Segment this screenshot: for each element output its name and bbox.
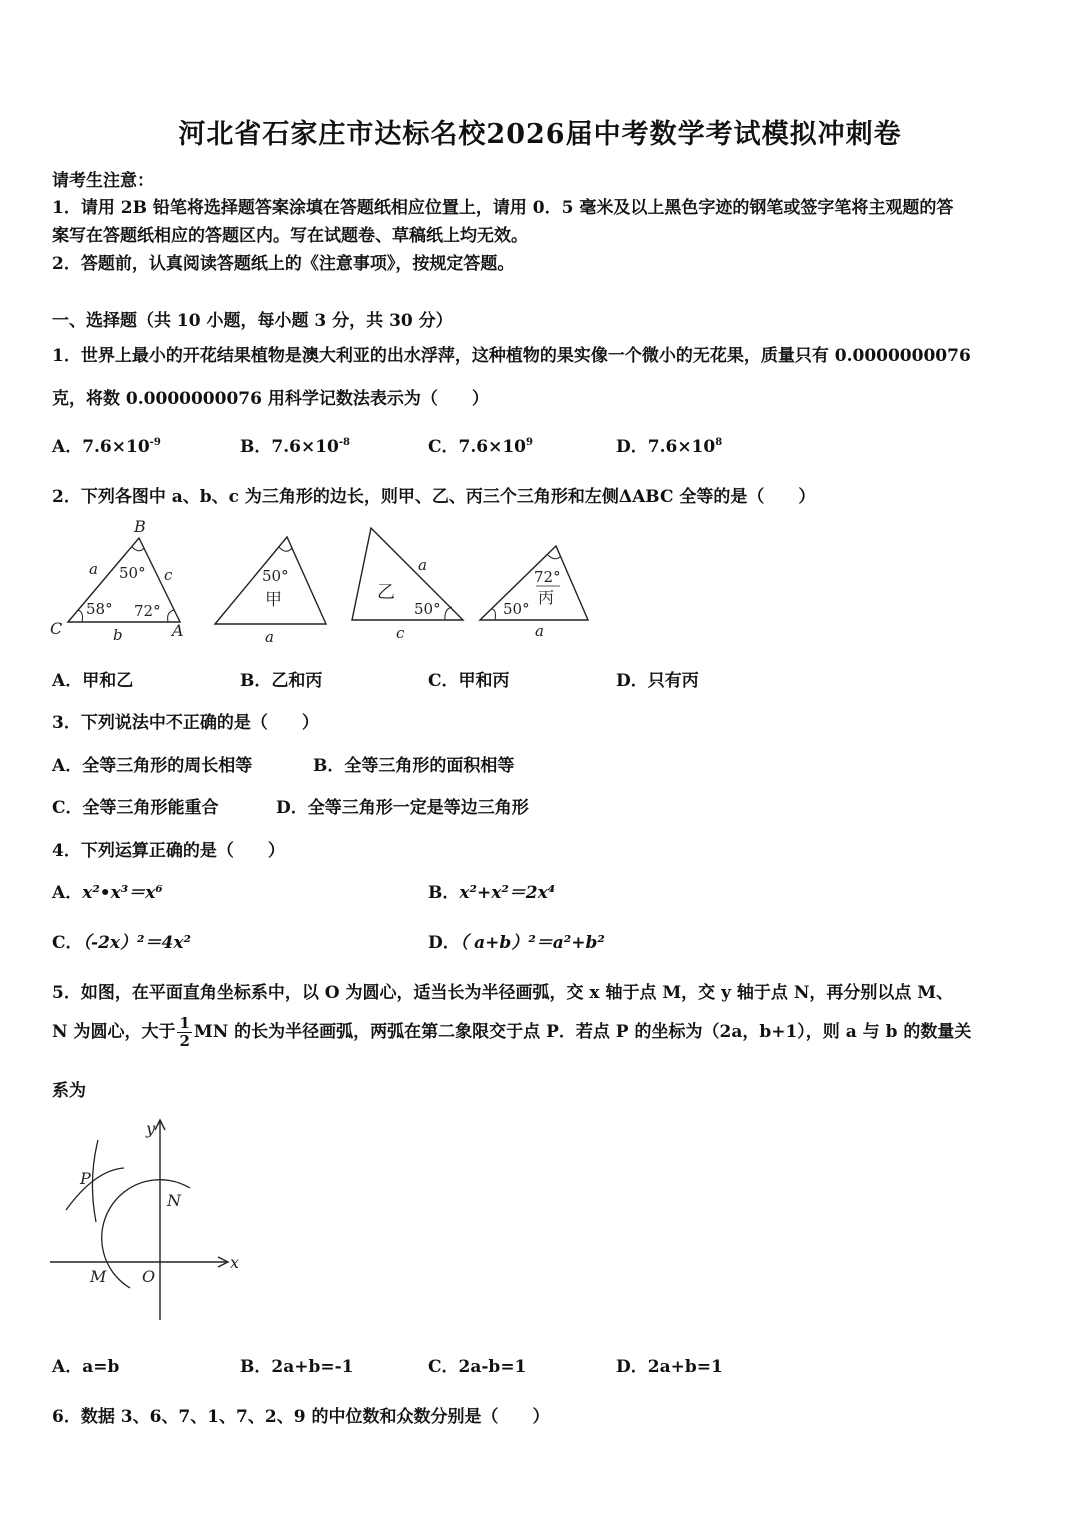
notice-heading: 请考生注意： <box>52 171 154 191</box>
yi-name: 乙 <box>377 582 395 603</box>
q1-option-a-label: A．7.6×10 <box>52 437 150 457</box>
q1-option-b-label: B．7.6×10 <box>240 437 339 457</box>
q3-stem: 3．下列说法中不正确的是（ ） <box>52 713 319 733</box>
q1-option-c-exp: 9 <box>526 437 533 448</box>
arc-from-m <box>66 1168 124 1210</box>
label-a: a <box>89 560 98 578</box>
angle-A-72: 72° <box>134 602 161 620</box>
triangle-yi <box>352 528 463 642</box>
q4-option-a-prefix: A． <box>52 883 83 903</box>
bing-side-a: a <box>535 622 544 640</box>
q1-option-c[interactable] <box>428 432 533 457</box>
label-N: N <box>167 1191 181 1210</box>
yi-side-c: c <box>396 624 405 642</box>
label-M: M <box>90 1267 107 1286</box>
q5-line-2a: N 为圆心，大于 <box>52 1022 176 1042</box>
notice-line-1b: 案写在答题纸相应的答题区内。写在试题卷、草稿纸上均无效。 <box>52 226 528 246</box>
notice-line-2: 2．答题前，认真阅读答题纸上的《注意事项》，按规定答题。 <box>52 254 515 274</box>
q4-option-a-math: x²•x³＝x⁶ <box>82 883 163 903</box>
q1-option-d[interactable] <box>616 432 722 457</box>
q5-line-2b: MN 的长为半径画弧，两弧在第二象限交于点 P．若点 P 的坐标为（2a，b+1），则 a 与 b 的数量关 <box>193 1022 972 1042</box>
q3-option-c[interactable]: C．全等三角形能重合 <box>52 798 219 818</box>
q1-line-2: 克，将数 0.0000000076 用科学记数法表示为（ ） <box>52 389 489 409</box>
q2-stem: 2．下列各图中 a、b、c 为三角形的边长，则甲、乙、丙三个三角形和左侧ΔABC 全等的是（ ） <box>52 487 816 507</box>
q5-coordinate-figure <box>40 1110 260 1325</box>
q5-option-d[interactable]: D．2a+b=1 <box>616 1357 723 1377</box>
q1-line-1: 1．世界上最小的开花结果植物是澳大利亚的出水浮萍，这种植物的果实像一个微小的无花果，质量只有 0.0000000076 <box>52 346 971 366</box>
q4-option-d-prefix: D． <box>428 933 460 953</box>
q4-option-c-prefix: C． <box>52 933 83 953</box>
q5-option-c[interactable]: C．2a-b=1 <box>428 1357 527 1377</box>
q5-line-2 <box>52 1015 971 1050</box>
label-y: y <box>146 1119 156 1138</box>
fraction-denominator: 2 <box>179 1032 190 1050</box>
fraction-numerator: 1 <box>179 1014 190 1032</box>
q2-option-a[interactable]: A．甲和乙 <box>52 671 134 691</box>
label-A: A <box>172 621 184 640</box>
q3-option-a[interactable]: A．全等三角形的周长相等 <box>52 756 253 776</box>
notice-line-1a: 1．请用 2B 铅笔将选择题答案涂填在答题纸相应位置上，请用 0．5 毫米及以上黑色字迹的钢笔或签字笔将主观题的答 <box>52 198 954 218</box>
q1-option-b-exp: -8 <box>338 437 350 448</box>
q2-option-b[interactable]: B．乙和丙 <box>240 671 323 691</box>
label-O: O <box>142 1267 156 1286</box>
q1-option-b[interactable] <box>240 432 350 457</box>
bing-name: 丙 <box>538 588 555 607</box>
fraction-one-half <box>177 1015 191 1050</box>
jia-side-a: a <box>265 628 274 646</box>
label-b: b <box>113 626 123 644</box>
q2-option-c[interactable]: C．甲和丙 <box>428 671 510 691</box>
jia-angle-50: 50° <box>262 567 289 585</box>
triangle-jia <box>215 537 326 646</box>
q1-option-d-label: D．7.6×10 <box>616 437 716 457</box>
label-C: C <box>50 619 63 638</box>
bing-angle-72: 72° <box>534 568 561 586</box>
q4-option-d[interactable] <box>428 928 605 953</box>
section-heading: 一、选择题（共 10 小题，每小题 3 分，共 30 分） <box>52 311 453 331</box>
q2-triangles-figure <box>40 510 620 650</box>
q3-option-b[interactable]: B．全等三角形的面积相等 <box>313 756 515 776</box>
jia-name: 甲 <box>265 590 282 610</box>
triangle-bing <box>480 546 588 640</box>
q3-option-d[interactable]: D．全等三角形一定是等边三角形 <box>276 798 529 818</box>
label-B: B <box>134 517 146 536</box>
yi-side-a: a <box>418 556 427 574</box>
q4-option-c-math: （-2x）²＝4x² <box>82 933 191 953</box>
q5-line-1: 5．如图，在平面直角坐标系中，以 O 为圆心，适当长为半径画弧，交 x 轴于点 M，交 y 轴于点 N，再分别以点 M、 <box>52 983 954 1003</box>
q4-option-d-math: （ a+b）²＝a²+b² <box>459 933 605 953</box>
q4-option-b[interactable] <box>428 878 555 903</box>
q4-stem: 4．下列运算正确的是（ ） <box>52 841 285 861</box>
q4-option-b-math: x²+x²＝2x⁴ <box>459 883 556 903</box>
q1-option-c-label: C．7.6×10 <box>428 437 527 457</box>
angle-C-58: 58° <box>86 600 113 618</box>
q4-option-a[interactable] <box>52 878 163 903</box>
q1-option-a-exp: -9 <box>149 437 161 448</box>
q1-option-a[interactable] <box>52 432 161 457</box>
q5-line-3: 系为 <box>52 1081 86 1101</box>
q4-option-b-prefix: B． <box>428 883 460 903</box>
page-title: 河北省石家庄市达标名校2026届中考数学考试模拟冲刺卷 <box>178 119 902 150</box>
q4-option-c[interactable] <box>52 928 191 953</box>
yi-angle-50: 50° <box>414 600 441 618</box>
label-x: x <box>230 1253 240 1272</box>
q5-option-b[interactable]: B．2a+b=-1 <box>240 1357 354 1377</box>
q2-option-d[interactable]: D．只有丙 <box>616 671 699 691</box>
label-P: P <box>80 1169 91 1188</box>
bing-angle-50: 50° <box>503 600 530 618</box>
angle-B-50: 50° <box>119 564 146 582</box>
label-c: c <box>164 566 173 584</box>
triangle-abc <box>50 517 184 644</box>
q5-option-a[interactable]: A．a=b <box>52 1357 120 1377</box>
q6-stem: 6．数据 3、6、7、1、7、2、9 的中位数和众数分别是（ ） <box>52 1407 550 1427</box>
q1-option-d-exp: 8 <box>715 437 723 448</box>
